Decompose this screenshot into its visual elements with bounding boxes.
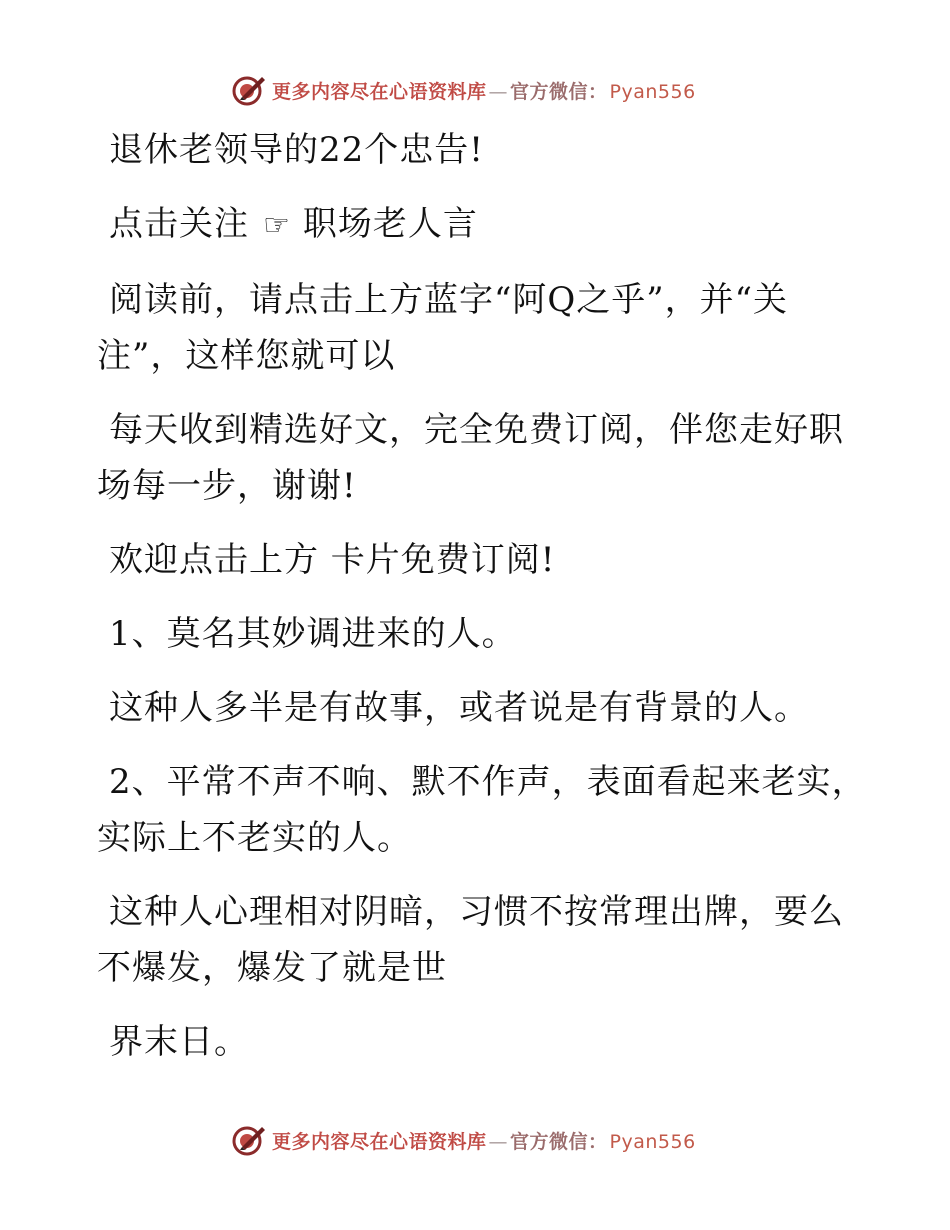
list-item-description: 这种人多半是有故事，或者说是有背景的人。	[109, 688, 809, 728]
watermark-wechat-label: 官方微信：	[510, 1130, 608, 1153]
header-watermark	[232, 72, 712, 108]
follow-prefix: 点击关注	[109, 204, 249, 244]
pen-circle-icon	[232, 1123, 266, 1157]
paragraph-line: 注”，这样您就可以	[97, 336, 396, 376]
document-body	[97, 122, 867, 1070]
watermark-text: 更多内容尽在心语资料库	[272, 1130, 487, 1153]
list-item-heading: 2、平常不声不响、默不作声，表面看起来老实，	[109, 762, 867, 802]
list-item-description: 界末日。	[109, 1022, 249, 1062]
watermark-separator: —	[488, 1130, 509, 1153]
paragraph-line: 欢迎点击上方 卡片免费订阅!	[109, 540, 556, 580]
footer-watermark	[232, 1122, 712, 1158]
list-item-description: 这种人心理相对阴暗，习惯不按常理出牌，要么	[109, 892, 844, 932]
pen-circle-icon	[232, 73, 266, 107]
watermark-wechat-id: Pyan556	[609, 80, 696, 103]
document-title: 退休老领导的22个忠告!	[109, 130, 484, 170]
paragraph-line: 阅读前，请点击上方蓝字“阿Q之乎”，并“关	[109, 280, 789, 320]
watermark-text: 更多内容尽在心语资料库	[272, 80, 487, 103]
list-item-description: 不爆发，爆发了就是世	[97, 948, 447, 988]
watermark-wechat-id: Pyan556	[609, 1130, 696, 1153]
list-item-heading: 实际上不老实的人。	[97, 818, 412, 858]
pointing-hand-icon: ☞	[263, 208, 291, 243]
watermark-wechat-label: 官方微信：	[510, 80, 608, 103]
paragraph-line: 每天收到精选好文，完全免费订阅，伴您走好职	[109, 410, 844, 450]
list-item-heading: 1、莫名其妙调进来的人。	[109, 614, 517, 654]
follow-account-name: 职场老人言	[302, 204, 478, 244]
paragraph-line: 场每一步，谢谢!	[97, 466, 357, 506]
follow-line	[97, 196, 837, 254]
watermark-separator: —	[488, 80, 509, 103]
